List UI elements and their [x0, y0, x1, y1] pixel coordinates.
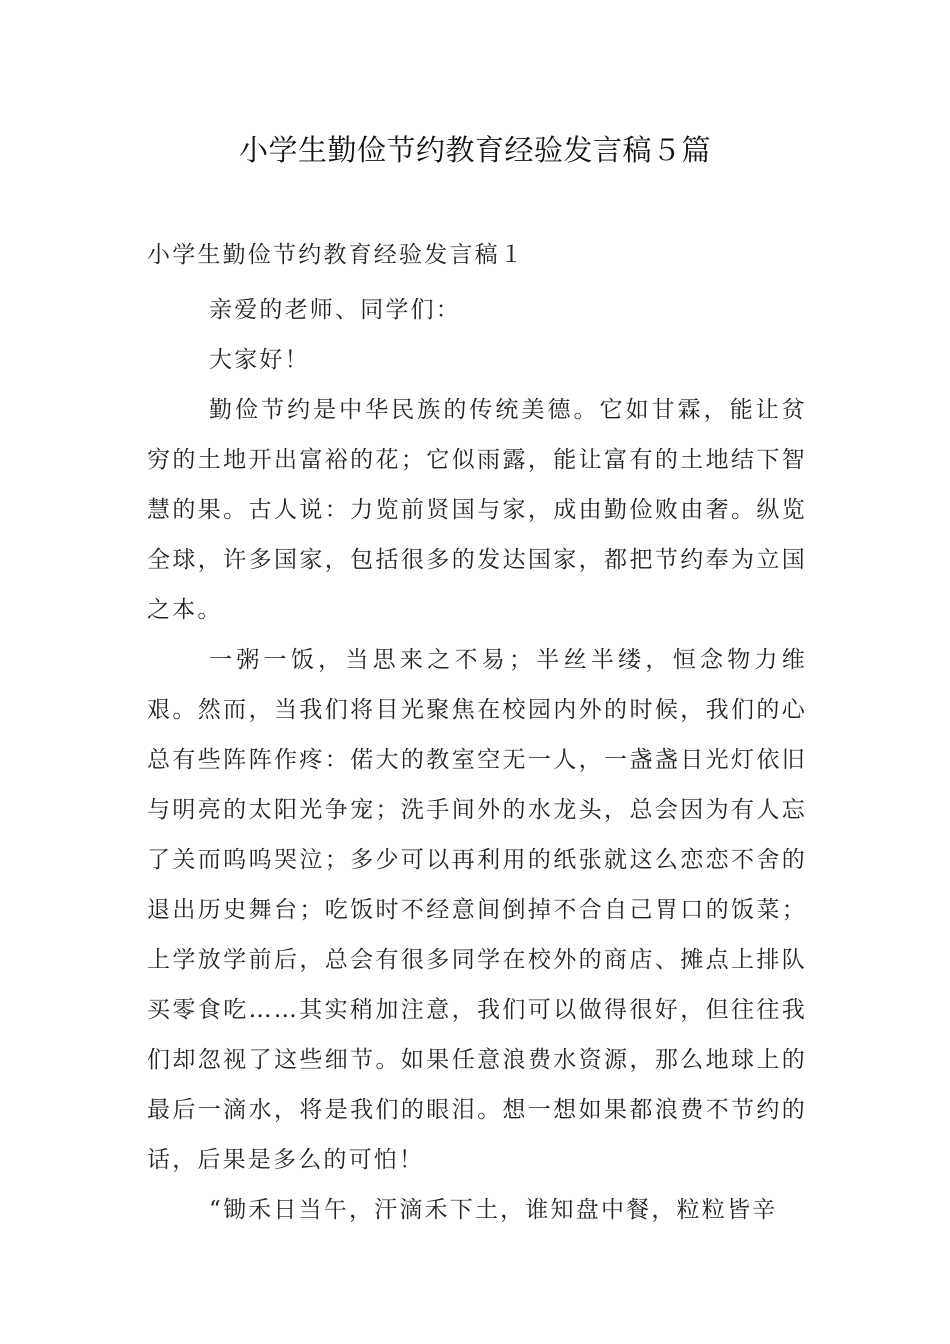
- document-title: 小学生勤俭节约教育经验发言稿５篇: [238, 133, 711, 167]
- paragraph: “锄禾日当午，汗滴禾下土，谁知盘中餐，粒粒皆辛: [209, 1197, 778, 1223]
- salutation: 亲爱的老师、同学们：: [209, 297, 461, 323]
- greeting: 大家好！: [209, 347, 310, 373]
- paragraph: 勤俭节约是中华民族的传统美德。它如甘霖，能让贫穷的土地开出富裕的花；它似雨露，能让富有的土地结下智慧的果。古人说：力览前贤国与家，成由勤俭败由奢。纵览全球，许多国家，包括很多的发达国家，都把节约奉为立国之本。: [147, 397, 807, 623]
- document-body: [147, 230, 807, 1235]
- paragraph: 一粥一饭，当思来之不易；半丝半缕，恒念物力维艰。然而，当我们将目光聚焦在校园内外的时候，我们的心总有些阵阵作疼：偌大的教室空无一人，一盏盏日光灯依旧与明亮的太阳光争宠；洗手间外的水龙头，总会因为有人忘了关而呜呜哭泣；多少可以再利用的纸张就这么恋恋不舍的退出历史舞台；吃饭时不经意间倒掉不合自己胃口的饭菜；上学放学前后，总会有很多同学在校外的商店、摊点上排队买零食吃……其实稍加注意，我们可以做得很好，但往往我们却忽视了这些细节。如果任意浪费水资源，那么地球上的最后一滴水，将是我们的眼泪。想一想如果都浪费不节约的话，后果是多么的可怕！: [147, 647, 807, 1173]
- section-heading: 小学生勤俭节约教育经验发言稿１: [147, 242, 525, 268]
